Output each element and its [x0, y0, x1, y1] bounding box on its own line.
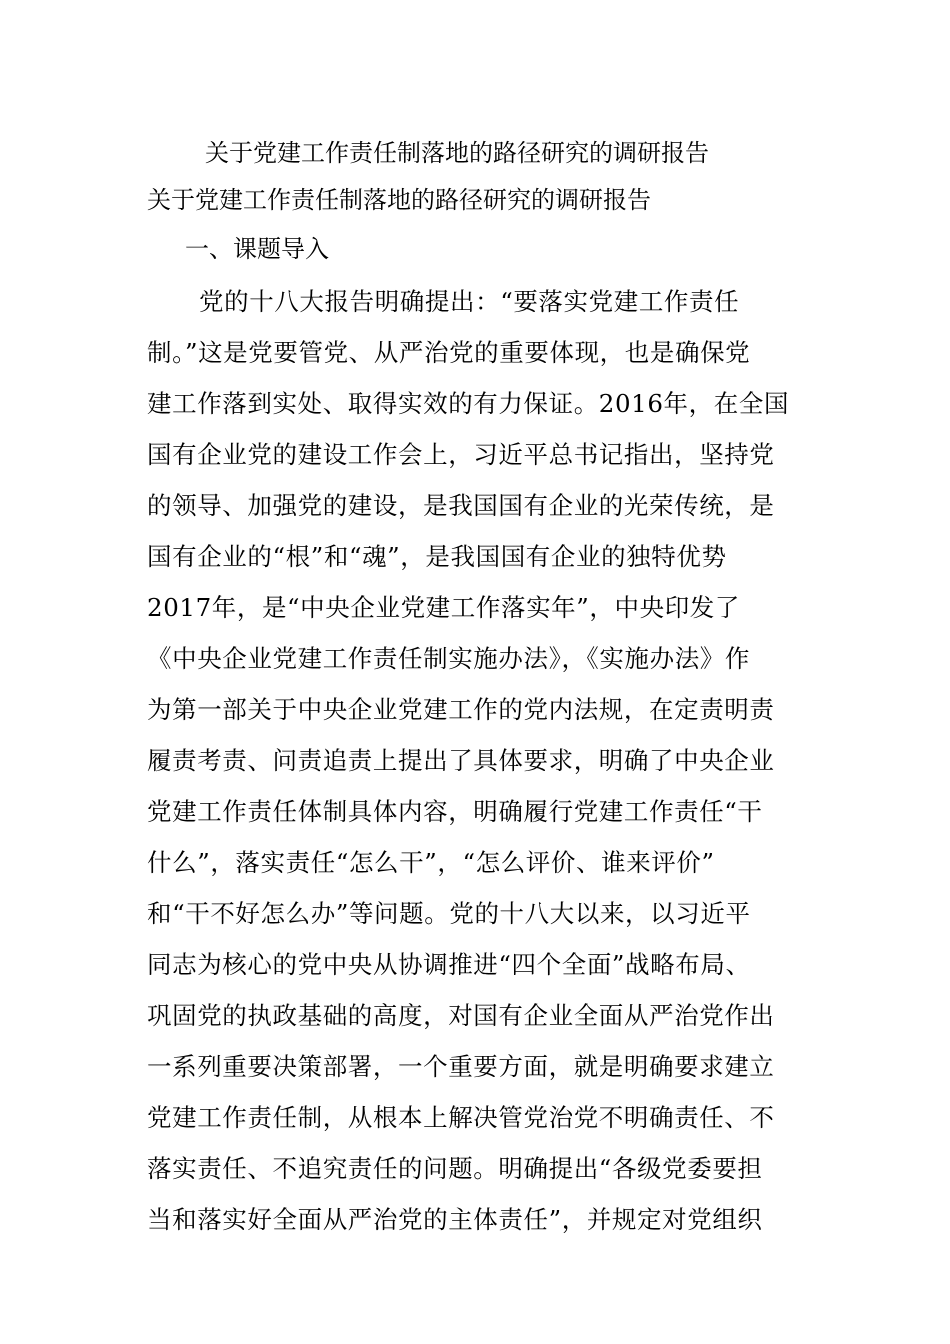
body-line: 党建工作责任体制具体内容，明确履行党建工作责任“干: [147, 797, 763, 826]
body-line: 党的十八大报告明确提出：“要落实党建工作责任: [199, 287, 740, 316]
body-line: 什么”，落实责任“怎么干”，“怎么评价、谁来评价”: [147, 848, 715, 877]
document-subtitle: 关于党建工作责任制落地的路径研究的调研报告: [147, 186, 651, 214]
body-line: 落实责任、不追究责任的问题。明确提出“各级党委要担: [147, 1154, 763, 1183]
body-line: 同志为核心的党中央从协调推进“四个全面”战略布局、: [147, 950, 751, 979]
document-title: 关于党建工作责任制落地的路径研究的调研报告: [205, 139, 709, 167]
body-line: 履责考责、问责追责上提出了具体要求，明确了中央企业: [147, 746, 775, 775]
body-line: 国有企业的“根”和“魂”，是我国国有企业的独特优势: [147, 542, 727, 571]
section-heading: 一、课题导入: [185, 235, 329, 263]
body-line: 为第一部关于中央企业党建工作的党内法规，在定责明责: [147, 695, 775, 724]
body-line: 的领导、加强党的建设，是我国国有企业的光荣传统，是: [147, 491, 775, 520]
body-paragraph: [147, 282, 827, 1251]
body-line: 当和落实好全面从严治党的主体责任”，并规定对党组织: [147, 1205, 763, 1234]
body-line: 巩固党的执政基础的高度，对国有企业全面从严治党作出: [147, 1001, 775, 1030]
body-line: 一系列重要决策部署，一个重要方面，就是明确要求建立: [147, 1052, 775, 1081]
body-line: 2017年，是“中央企业党建工作落实年”，中央印发了: [147, 593, 740, 622]
body-line: 制。”这是党要管党、从严治党的重要体现，也是确保党: [147, 338, 751, 367]
body-line: 建工作落到实处、取得实效的有力保证。2016年，在全国: [147, 389, 790, 418]
body-line: 党建工作责任制，从根本上解决管党治党不明确责任、不: [147, 1103, 775, 1132]
body-line: 国有企业党的建设工作会上，习近平总书记指出，坚持党: [147, 440, 775, 469]
body-line: 《中央企业党建工作责任制实施办法》，《实施办法》作: [147, 644, 750, 673]
body-line: 和“干不好怎么办”等问题。党的十八大以来，以习近平: [147, 899, 751, 928]
